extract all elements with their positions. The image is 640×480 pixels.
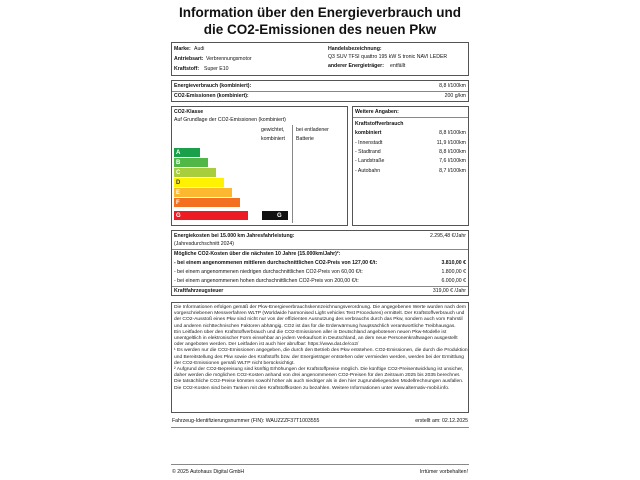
drive-label: Antriebsart: <box>174 56 204 62</box>
trade-name-value: Q3 SUV TFSI quattro 195 kW S tronic NAVI LEDER <box>328 54 448 60</box>
consumption-combined-label: kombiniert <box>355 130 382 136</box>
consumption-rural-value: 7,6 l/100km <box>439 158 466 164</box>
consumption-city-value: 11,9 l/100km <box>436 140 466 146</box>
co2-class-bar-F <box>174 198 240 207</box>
co2-cost-high-value: 6.000,00 € <box>441 278 466 284</box>
co2-class-letter: E <box>176 189 181 196</box>
co2-class-bar-D <box>174 178 224 187</box>
consumption-highway-value: 8,7 l/100km <box>439 168 466 174</box>
current-class-letter: G <box>277 212 282 219</box>
co2-class-bar-B <box>174 158 208 167</box>
current-class-marker <box>262 211 288 220</box>
co2-costs-heading: Mögliche CO2-Kosten über die nächsten 10 Jahre (15.000km/Jahr)²: <box>174 251 341 257</box>
co2-class-subheading: Auf Grundlage der CO2-Emissionen (kombiniert) <box>174 117 286 123</box>
consumption-rural-label: - Landstraße <box>355 158 385 164</box>
fin-label: Fahrzeug-Identifizierungsnummer (FIN): WAUZZZF37T1003555 <box>172 418 320 424</box>
consumption-suburban-label: - Stadtrand <box>355 149 381 155</box>
brand-value: Audi <box>194 46 205 52</box>
brand-label: Marke: <box>174 46 191 52</box>
more-info-heading: Weitere Angaben: <box>355 109 399 115</box>
costs-divider-2 <box>172 286 468 287</box>
more-info-divider <box>353 117 468 118</box>
discharged-battery-line2: Batterie <box>296 136 314 142</box>
co2-cost-low-value: 1.800,00 € <box>441 269 466 275</box>
co2-cost-high-label: - bei einem angenommenen hohen durchschnittlichen CO2-Preis von 200,00 €/t: <box>174 278 359 284</box>
legal-paragraph-3: ¹ Es werden nur die CO2-Emissionen angegeben, die durch den Betrieb des Pkw entstehen. CO2-Emissionen, die durch die Produktion und Bereitstellung des Pkw sowie des Kraftstoffs bzw. der Energieträger entstehen oder vermieden werden, werden bei der Ermittlung der CO2-Emissionen gemäß WLTP nicht berücksichtigt. <box>174 348 468 366</box>
class-column-divider <box>292 125 293 223</box>
co2-class-bar-A <box>174 148 200 157</box>
energy-consumption-label: Energieverbrauch (kombiniert): <box>174 83 252 89</box>
weighted-combined-line2: kombiniert <box>261 136 285 142</box>
other-carrier-value: entfällt <box>390 63 406 69</box>
vehicle-tax-label: Kraftfahrzeugsteuer <box>174 288 224 294</box>
created-date: erstellt am: 02.12.2025 <box>415 418 468 424</box>
co2-class-heading: CO2-Klasse <box>174 109 204 115</box>
copyright-text: © 2025 Autohaus Digital GmbH <box>172 469 245 475</box>
energy-cost-value: 2.295,48 €/Jahr <box>429 233 466 239</box>
energy-consumption-value: 8,8 l/100km <box>439 83 466 89</box>
co2-class-letter: B <box>176 159 181 166</box>
consumption-divider <box>172 91 468 92</box>
consumption-combined-value: 8,8 l/100km <box>439 130 466 136</box>
co2-cost-mid-value: 3.810,00 € <box>441 260 466 266</box>
co2-cost-mid-label: - bei einem angenommenen mittleren durchschnittlichen CO2-Preis von 127,00 €/t: <box>174 260 378 266</box>
costs-divider-1 <box>172 249 468 250</box>
page-title-line1: Information über den Energieverbrauch und <box>178 5 462 20</box>
legal-text <box>174 305 468 392</box>
co2-class-letter: G <box>176 212 181 219</box>
legal-paragraph-4: ² Aufgrund der CO2-Bepreisung sind künftig Erhöhungen der Kraftstoffpreise möglich. Die künftige CO2-Preisentwicklung ist unsicher, daher werden die möglichen CO2-Kosten anhand von drei angenommenen CO2-Preisen für den Zeitraum 2025 bis 2035 berechnet. Die tatsächliche CO2-Preise könnten sowohl höher als auch niedriger als in den hier zugrundeliegenden Modellrechnungen ausfallen. Die CO2-Kosten sind beim Tanken mit den Kraftstoffkosten zu bezahlen. Weitere Informationen unter www.alternativ-mobil.info. <box>174 367 464 391</box>
energy-cost-label: Energiekosten bei 15.000 km Jahresfahrleistung: <box>174 233 295 239</box>
page-title-line2: die CO2-Emissionen des neuen Pkw <box>203 22 437 37</box>
co2-class-letter: A <box>176 149 181 156</box>
co2-class-letter: F <box>176 199 180 206</box>
footer-divider <box>171 427 469 428</box>
co2-class-bar-E <box>174 188 232 197</box>
disclaimer-text: Irrtümer vorbehalten! <box>419 469 468 475</box>
fuel-label: Kraftstoff: <box>174 66 200 72</box>
energy-cost-note: (Jahresdurchschnitt 2024) <box>174 241 234 247</box>
fuel-value: Super E10 <box>204 66 229 72</box>
co2-class-bar-G <box>174 211 248 220</box>
drive-value: Verbrennungsmotor <box>206 56 252 62</box>
bottom-divider <box>171 464 469 465</box>
co2-cost-low-label: - bei einem angenommenen niedrigen durchschnittlichen CO2-Preis von 60,00 €/t: <box>174 269 363 275</box>
legal-paragraph-2: Ein Leitfaden über den Kraftstoffverbrauch und die CO2-Emissionen aller in Deutschland angebotenen neuen Pkw-Modelle ist unentgeltlich in elektronischer Form einsehbar an jedem Verkaufsort in Deutschland, an dem neue Personenkraftwagen ausgestellt oder angeboten werden. Der Leitfaden ist auch hier abrufbar: https://www.dat.de/co2/ <box>174 329 458 348</box>
consumption-suburban-value: 8,8 l/100km <box>439 149 466 155</box>
trade-name-label: Handelsbezeichnung: <box>328 46 382 52</box>
co2-class-letter: D <box>176 179 181 186</box>
consumption-city-label: - Innenstadt <box>355 140 383 146</box>
co2-emission-value: 200 g/km <box>444 93 466 99</box>
co2-class-letter: C <box>176 169 181 176</box>
weighted-combined-line1: gewichtet, <box>261 127 285 133</box>
co2-emission-label: CO2-Emissionen (kombiniert): <box>174 93 249 99</box>
co2-class-bar-C <box>174 168 216 177</box>
fuel-consumption-heading: Kraftstoffverbrauch <box>355 121 404 127</box>
vehicle-tax-value: 319,00 € /Jahr <box>432 288 466 294</box>
discharged-battery-line1: bei entladener <box>296 127 329 133</box>
page-title <box>0 4 640 38</box>
consumption-highway-label: - Autobahn <box>355 168 381 174</box>
other-carrier-label: anderer Energieträger: <box>328 63 384 69</box>
legal-paragraph-1: Die Informationen erfolgen gemäß der Pkw-Energieverbrauchskennzeichnungsverordnung. Die angegebenen Werte wurden nach dem vorgeschriebenen Messverfahren WLTP (Worldwide harmonised Light vehicles Test Procedures) ermittelt. Der Kraftstoffverbrauch und der CO2-Ausstoß eines Pkw sind nicht nur von der effizienten Ausnutzung des verbrauchs durch das Pkw, sondern auch vom Fahrstil und anderen nichttechnischen Faktoren abhängig. CO2 ist das für die Erderwärmung hauptsächlich verantwortliche Treibhausgas. <box>174 305 466 329</box>
